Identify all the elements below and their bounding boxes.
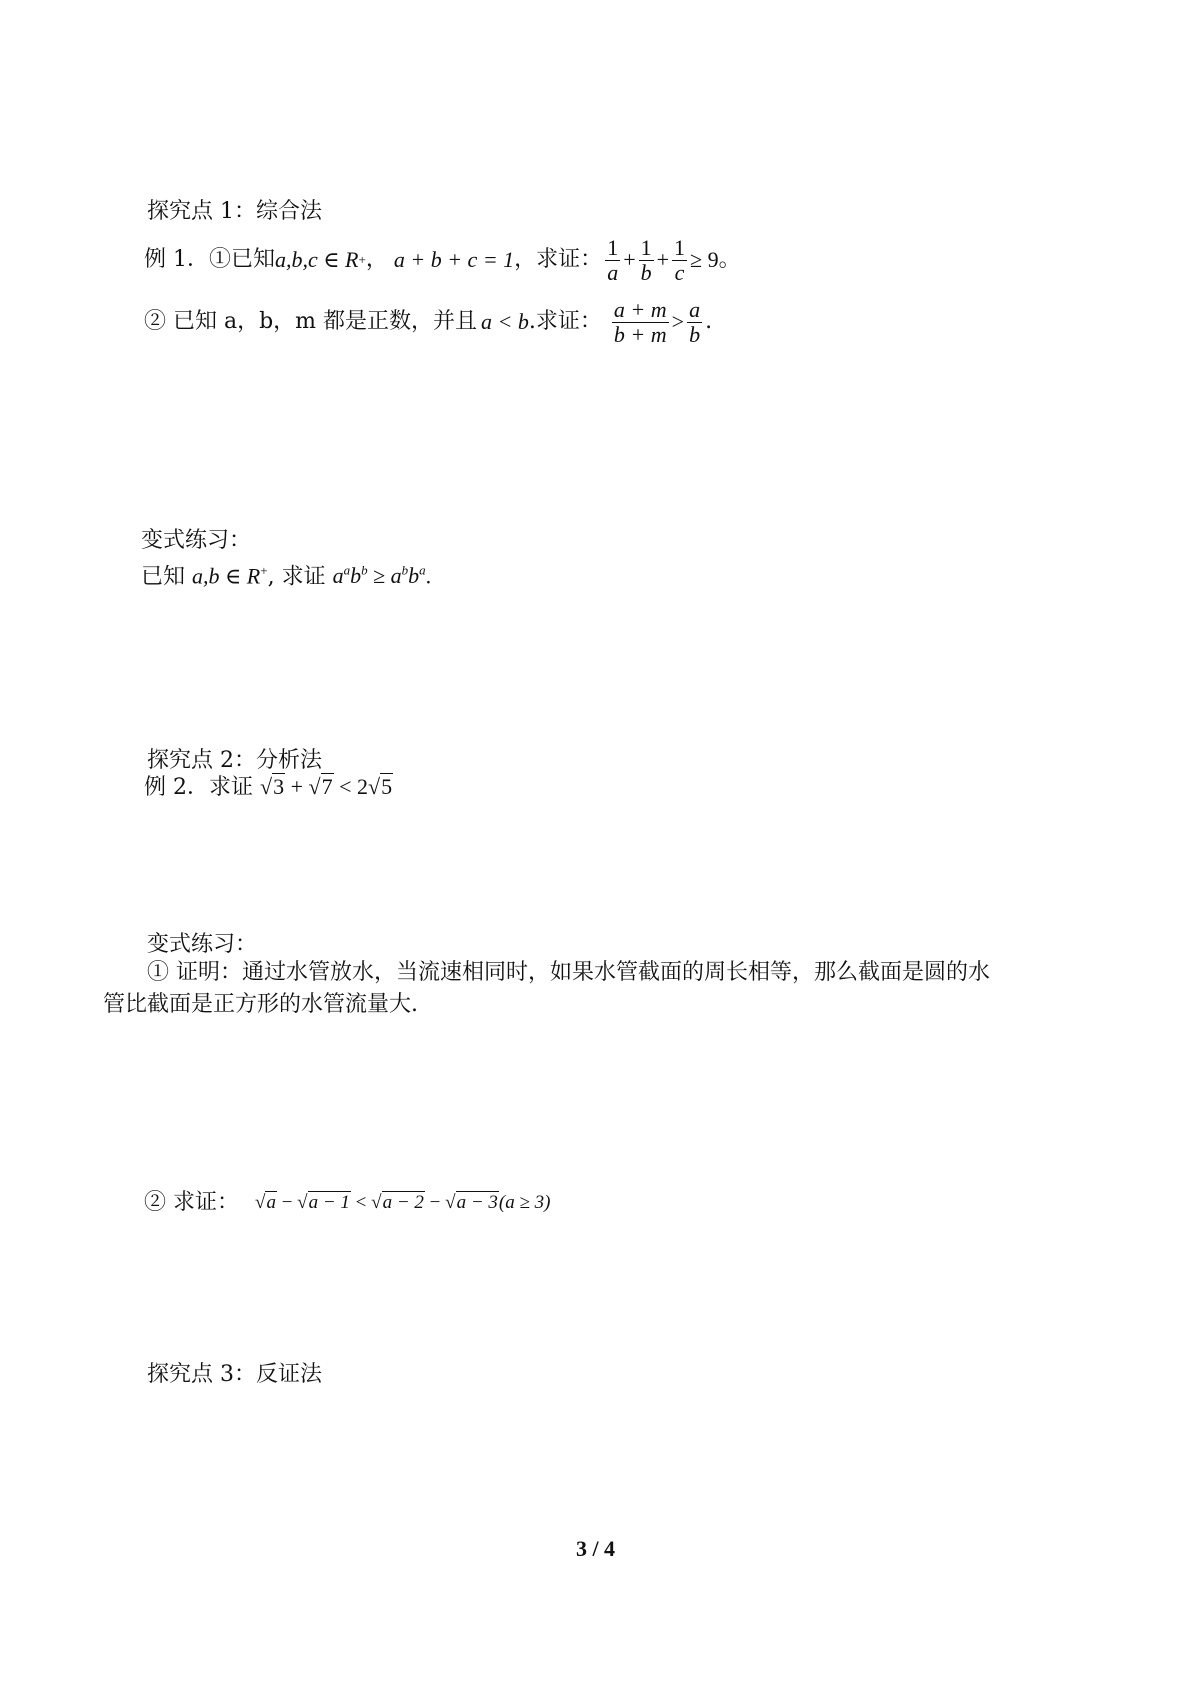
plus-sign: + [623, 247, 636, 272]
variant-2-line-1: ① 证明：通过水管放水，当流速相同时，如果水管截面的周长相等，那么截面是圆的水 [147, 960, 990, 985]
plus-sign: + [290, 774, 303, 799]
minus-sign: − [429, 1192, 441, 1213]
sqrt-a-minus-1: √a − 1 [297, 1192, 350, 1213]
radicand: a [266, 1192, 276, 1213]
sqrt-3: √3 [260, 774, 285, 799]
variant-1-given-sup: + [260, 563, 268, 578]
base: a [390, 563, 402, 589]
example-2-prefix: 例 2．求证 [144, 775, 253, 800]
fraction-lhs [612, 298, 669, 345]
radicand: 3 [273, 774, 285, 799]
radicand: a − 1 [308, 1192, 350, 1213]
base: a [332, 563, 344, 589]
base: b [350, 563, 362, 589]
example-1-given-sup: + [358, 252, 366, 267]
variant-2b-prefix: ② 求证： [144, 1190, 239, 1215]
base: b [408, 563, 420, 589]
variant-2-title: 变式练习： [147, 932, 258, 957]
variant-1-expression [333, 563, 426, 588]
variant-1-given: a,b ∈ R [192, 563, 261, 589]
fraction-numerator: a + m [613, 297, 667, 323]
geq-sign: ≥ [373, 563, 386, 589]
exponent: b [401, 563, 409, 578]
example-1b-prove-label: .求证： [528, 309, 602, 334]
example-1b-cond: a < b [481, 309, 529, 334]
exponent: b [361, 563, 368, 578]
example-1-line [144, 232, 741, 288]
example-1-condition: a + b + c = 1 [393, 247, 515, 272]
variant-1-prefix: 已知 [141, 564, 186, 590]
fraction-rhs [687, 298, 702, 345]
fraction-numerator: a [689, 297, 701, 323]
example-1b-op: > [671, 309, 685, 334]
example-1-prove-label: ，求证： [514, 247, 603, 272]
variant-2b-line [144, 1188, 550, 1218]
fraction-1-over-b [639, 236, 654, 283]
sqrt-5: √5 [368, 774, 393, 799]
minus-sign: − [281, 1192, 293, 1213]
fraction-1-over-c [672, 236, 687, 283]
less-than-sign: < [355, 1192, 367, 1213]
example-1-sep: ， [365, 247, 388, 272]
variant-2-line-2: 管比截面是正方形的水管流量大. [103, 992, 418, 1017]
example-2-expression [260, 774, 393, 799]
coefficient: 2 [357, 774, 368, 799]
variant-1-line [141, 556, 431, 592]
radicand: a − 3 [456, 1192, 498, 1213]
section-2-title: 探究点 2：分析法 [147, 748, 322, 773]
radicand: 7 [321, 774, 333, 799]
period: . [425, 563, 432, 589]
sqrt-a: √a [255, 1192, 276, 1213]
section-3-title: 探究点 3：反证法 [147, 1362, 322, 1387]
example-1b-end: . [705, 309, 713, 334]
radicand: 5 [381, 774, 393, 799]
sqrt-a-minus-2: √a − 2 [371, 1192, 424, 1213]
exponent: a [343, 563, 351, 578]
variant-2b-expression [255, 1188, 550, 1218]
radicand: a − 2 [382, 1192, 424, 1213]
fraction-denominator: b [689, 321, 701, 347]
example-1-prefix: 例 1．①已知 [144, 247, 275, 272]
fraction-denominator: b [640, 259, 652, 285]
fraction-numerator: 1 [640, 235, 652, 261]
less-than-sign: < [339, 774, 352, 799]
example-1-given: a,b,c ∈ R [275, 247, 359, 272]
fraction-denominator: a [607, 259, 619, 285]
fraction-numerator: 1 [607, 235, 619, 261]
exponent: a [419, 563, 426, 578]
example-1b-line [144, 294, 712, 350]
section-1-title: 探究点 1：综合法 [147, 199, 322, 224]
sqrt-a-minus-3: √a − 3 [445, 1192, 498, 1213]
example-1-end: 。 [718, 247, 741, 272]
fraction-numerator: 1 [674, 235, 686, 261]
page-number: 3 / 4 [575, 1536, 616, 1561]
condition: (a ≥ 3) [498, 1192, 551, 1213]
fraction-1-over-a [605, 236, 620, 283]
example-1-tail: ≥ 9 [690, 247, 719, 272]
variant-1-prove-label: , 求证 [267, 564, 326, 590]
variant-1-title: 变式练习： [141, 528, 252, 553]
example-2-line [144, 772, 393, 803]
fraction-denominator: c [674, 259, 685, 285]
fraction-denominator: b + m [613, 321, 667, 347]
plus-sign: + [656, 247, 670, 272]
example-1b-prefix: ② 已知 a，b，m 都是正数，并且 [144, 309, 478, 334]
sqrt-7: √7 [308, 774, 333, 799]
